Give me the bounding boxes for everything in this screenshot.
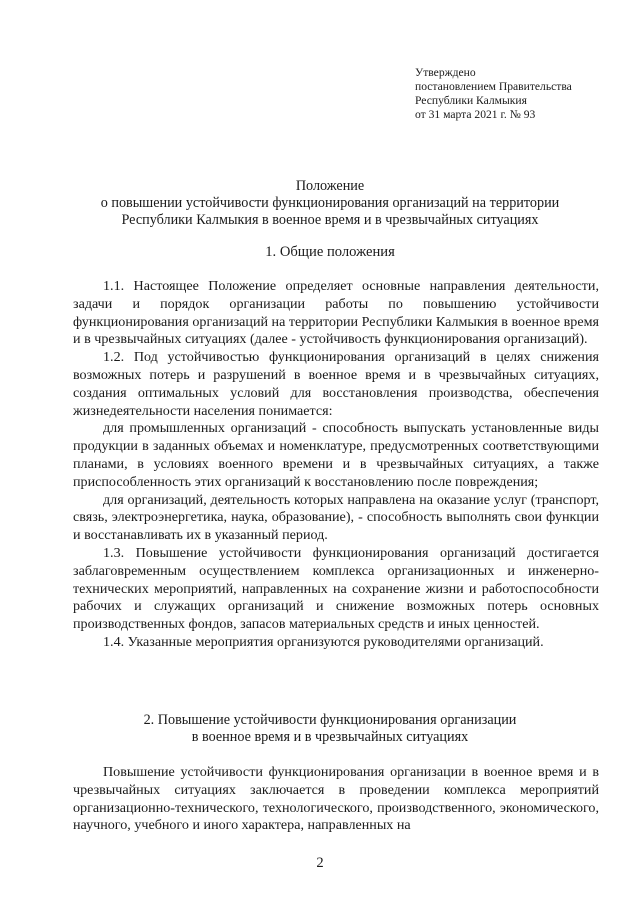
document-title bbox=[60, 178, 600, 229]
approval-line-4: от 31 марта 2021 г. № 93 bbox=[415, 108, 536, 121]
section-1-heading: 1. Общие положения bbox=[265, 244, 395, 260]
paragraph-2-1: Повышение устойчивости функционирования организации в военное время и в чрезвычайных ситуациях заключается в проведении комплекса мероприятий организационно-технического, технологического, производственного, экономического, научного, учебного и иного характера, направленных на bbox=[73, 764, 599, 834]
approval-stamp bbox=[415, 66, 630, 122]
paragraph-1-4: 1.4. Указанные мероприятия организуются руководителями организаций. bbox=[103, 633, 544, 650]
paragraph-industrial: для промышленных организаций - способность выпускать установленные виды продукции в заданных объемах и номенклатуре, предусмотренных соответствующими планами, в условиях военного времени и в чрезвычайных ситуациях, а также приспособленность этих организаций к восстановлению после повреждения; bbox=[73, 420, 599, 490]
title-line-1: Положение bbox=[295, 178, 365, 194]
section-1-body bbox=[73, 278, 599, 652]
page-number: 2 bbox=[316, 855, 324, 871]
approval-line-1: Утверждено bbox=[415, 66, 476, 79]
section-2-heading bbox=[60, 712, 600, 746]
section-2-heading-line-2: в военное время и в чрезвычайных ситуациях bbox=[191, 729, 469, 745]
approval-line-2: постановлением Правительства bbox=[415, 80, 572, 93]
title-line-3: Республики Калмыкия в военное время и в чрезвычайных ситуациях bbox=[121, 212, 539, 228]
paragraph-1-2: 1.2. Под устойчивостью функционирования организаций в целях снижения возможных потерь и разрушений в военное время и в чрезвычайных ситуациях, создания оптимальных условий для восстановления производства, обеспечения жизнедеятельности населения понимается: bbox=[73, 349, 599, 419]
section-2-body bbox=[73, 764, 599, 835]
paragraph-1-3: 1.3. Повышение устойчивости функционирования организаций достигается заблаговременным осуществлением комплекса организационных и инженерно-технических мероприятий, направленных на сохранение жизни и работоспособности рабочих и служащих организаций и снижение возможных потерь основных производственных фондов, запасов материальных средств и иных ценностей. bbox=[73, 544, 599, 633]
paragraph-1-1: 1.1. Настоящее Положение определяет основные направления деятельности, задачи и порядок организации работы по повышению устойчивости функционирования организаций на территории Республики Калмыкия в военное время и в чрезвычайных ситуациях (далее - устойчивость функционирования организаций). bbox=[73, 278, 599, 348]
approval-line-3: Республики Калмыкия bbox=[415, 94, 527, 107]
title-line-2: о повышении устойчивости функционирования организаций на территории bbox=[100, 195, 560, 211]
section-2-heading-line-1: 2. Повышение устойчивости функционирования организации bbox=[143, 712, 517, 728]
paragraph-services: для организаций, деятельность которых направлена на оказание услуг (транспорт, связь, электроэнергетика, наука, образование), - способность выполнять свои функции и восстанавливать их в указанный период. bbox=[73, 491, 599, 544]
